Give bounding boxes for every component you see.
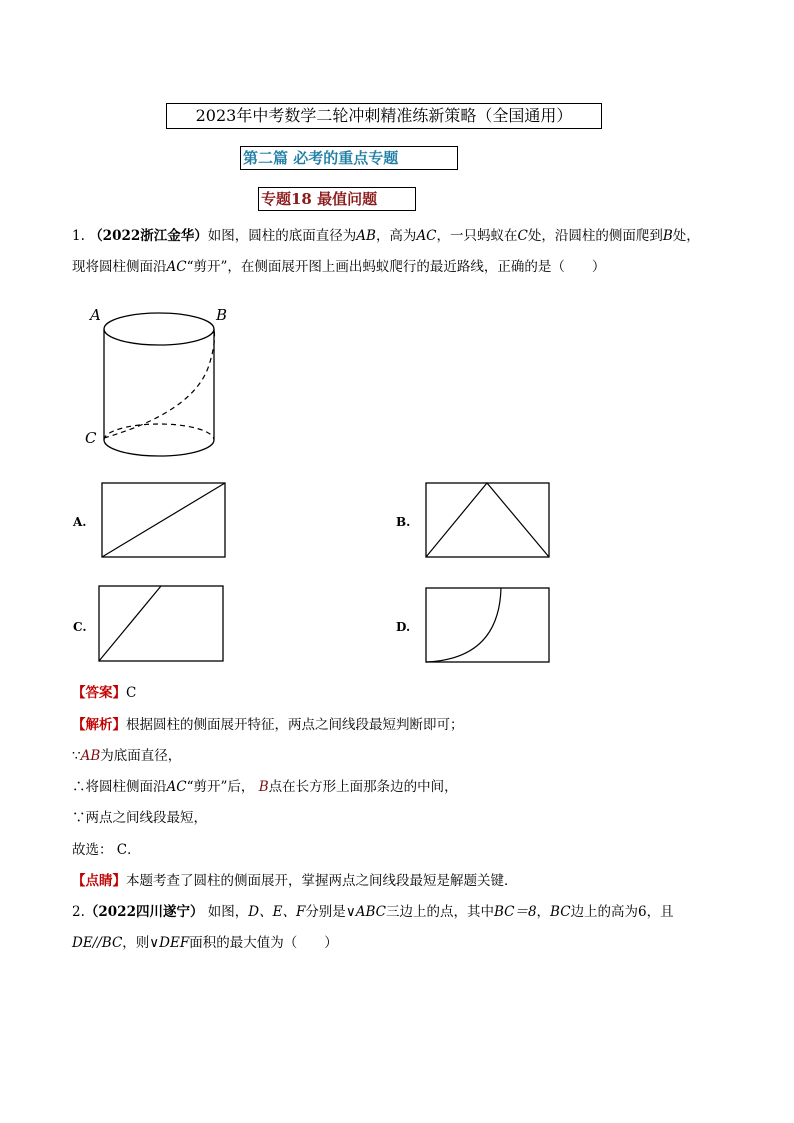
solution-step-2 xyxy=(72,778,458,796)
step-text: 为底面直径， xyxy=(100,748,182,764)
option-d-label: D. xyxy=(396,620,411,634)
q2-var-def: D、E、F xyxy=(248,904,306,920)
option-d-rect xyxy=(426,588,549,662)
step-text: 故选： xyxy=(72,842,113,858)
q1-text: 现将圆柱侧面沿 xyxy=(72,259,167,275)
topic-title: 专题18 最值问题 xyxy=(258,187,416,211)
option-b-label: B. xyxy=(396,515,411,529)
q2-var-triangle-abc: ∨ABC xyxy=(345,904,386,920)
step-text: ∴将圆柱侧面沿 xyxy=(72,779,167,795)
q2-text: 分别是 xyxy=(305,904,346,920)
q1-text: 如图，圆柱的底面直径为 xyxy=(207,228,357,244)
option-d-path xyxy=(426,588,501,662)
q1-text: ，一只蚂蚁在 xyxy=(436,228,518,244)
label-c: C xyxy=(85,429,97,447)
answer-tag: 【答案】 xyxy=(72,685,126,701)
option-b-path xyxy=(426,483,549,557)
q2-text: 边上的高为6，且 xyxy=(570,904,674,920)
step-choice: C． xyxy=(116,842,141,858)
q1-line2 xyxy=(72,258,605,276)
cylinder-bottom-back xyxy=(104,424,214,440)
answer-value: C xyxy=(126,685,137,701)
analysis-tag: 【解析】 xyxy=(72,717,126,733)
label-b: B xyxy=(216,306,228,324)
step-var-ab: AB xyxy=(80,748,101,764)
step-text: 点在长方形上面那条边的中间， xyxy=(268,779,458,795)
q2-var-bc: BC xyxy=(550,904,571,920)
cylinder-figure xyxy=(78,298,238,458)
q2-var-triangle-def: ∨DEF xyxy=(149,935,190,951)
option-a-figure xyxy=(101,482,227,559)
q1-var-ac: AC xyxy=(416,228,437,244)
option-b-rect xyxy=(426,483,549,557)
q1-text: ，高为 xyxy=(375,228,417,244)
option-d-figure xyxy=(425,587,551,664)
q2-source: （2022四川遂宁） xyxy=(84,904,204,920)
cylinder-bottom-front xyxy=(104,440,214,456)
option-a-path xyxy=(102,483,225,557)
step-text: “剪开”后， xyxy=(186,779,255,795)
review-line xyxy=(72,872,518,890)
option-c-path xyxy=(99,586,161,661)
q1-text: “剪开”，在侧面展开图上画出蚂蚁爬行的最近路线，正确的是（ ） xyxy=(186,259,606,275)
option-c-rect xyxy=(99,586,223,661)
main-title: 2023年中考数学二轮冲刺精准练新策略（全国通用） xyxy=(166,103,602,129)
option-a-label: A. xyxy=(73,515,87,529)
label-a: A xyxy=(90,306,101,324)
solution-step-3 xyxy=(72,809,207,827)
q2-text: 三边上的点，其中 xyxy=(385,904,494,920)
q1-var-ab: AB xyxy=(356,228,376,244)
solution-step-4 xyxy=(72,841,141,859)
q1-var-ac: AC xyxy=(166,259,187,275)
q1-text: 处， xyxy=(672,228,700,244)
step-text: ∵ xyxy=(72,748,81,764)
option-c-figure xyxy=(98,585,225,663)
cylinder-top-ellipse xyxy=(104,313,214,345)
q2-line2 xyxy=(72,934,338,952)
q1-source: （2022浙江金华） xyxy=(89,228,208,244)
solution-step-1 xyxy=(72,747,181,765)
q2-number: 2. xyxy=(72,904,85,920)
q2-text: ， xyxy=(536,904,551,920)
option-b-figure xyxy=(425,482,551,559)
answer-line xyxy=(72,684,136,702)
q1-text: 处，沿圆柱的侧面爬到 xyxy=(527,228,663,244)
review-text: 本题考查了圆柱的侧面展开，掌握两点之间线段最短是解题关键． xyxy=(126,873,518,889)
part-title: 第二篇 必考的重点专题 xyxy=(240,146,458,170)
review-tag: 【点睛】 xyxy=(72,873,126,889)
q2-line1 xyxy=(72,903,674,921)
q1-number: 1. xyxy=(72,228,85,244)
step-var-b: B xyxy=(258,779,269,795)
q1-line1 xyxy=(72,227,700,245)
analysis-line xyxy=(72,716,464,734)
analysis-text: 根据圆柱的侧面展开特征，两点之间线段最短判断即可； xyxy=(126,717,464,733)
step-var-ac: AC xyxy=(166,779,187,795)
q2-var-bc-eq: BC＝8 xyxy=(493,904,537,920)
q1-var-b: B xyxy=(662,228,673,244)
q2-text: 如图， xyxy=(207,904,249,920)
step-text: ∵两点之间线段最短， xyxy=(72,810,207,826)
q2-var-de-parallel: DE//BC xyxy=(72,935,123,951)
option-c-label: C. xyxy=(73,620,87,634)
q2-text: 面积的最大值为（ ） xyxy=(189,935,338,951)
q2-text: ，则 xyxy=(122,935,150,951)
q1-var-c: C xyxy=(517,228,528,244)
